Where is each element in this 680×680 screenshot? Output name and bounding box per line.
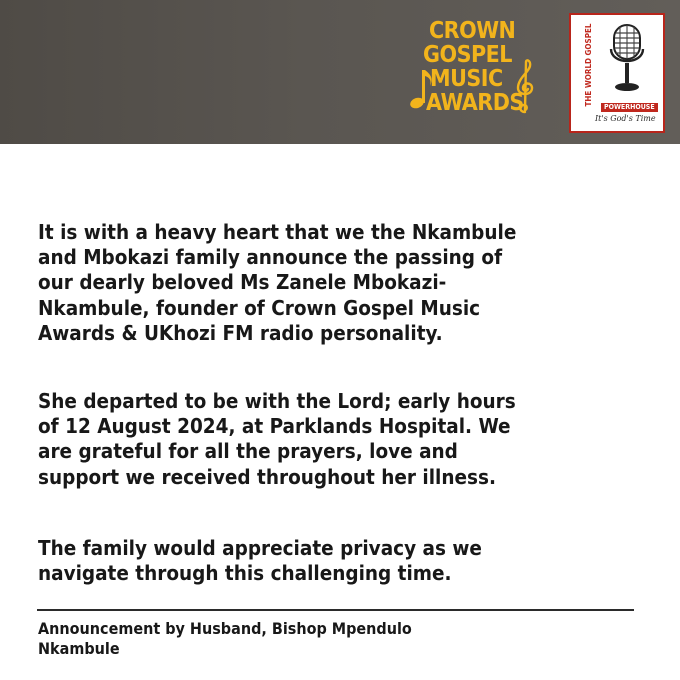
text-line: and Mbokazi family announce the passing of [38, 245, 503, 270]
crown-gospel-music-awards-logo [407, 14, 547, 132]
header-banner [0, 0, 680, 144]
text-line: support we received throughout her illness. [38, 464, 496, 489]
text-line: Nkambule, founder of Crown Gospel Music [38, 295, 481, 320]
text-line: Awards & UKhozi FM radio personality. [38, 320, 443, 345]
divider [37, 609, 634, 611]
text-line: our dearly beloved Ms Zanele Mbokazi- [38, 270, 447, 295]
logo-line-awards: AWARDS [426, 90, 524, 116]
logo-line-crown: CROWN [429, 18, 516, 44]
announcement-paragraph-3 [38, 536, 648, 586]
text-line: She departed to be with the Lord; early hours [38, 389, 516, 413]
logo-vertical-text: THE WORLD GOSPEL [584, 23, 593, 107]
treble-clef-icon [515, 58, 535, 114]
announcement-paragraph-2 [38, 389, 648, 490]
logo-tagline: It's God's Time [595, 114, 656, 123]
credit-line: Nkambule [38, 638, 120, 658]
text-line: The family would appreciate privacy as we [38, 536, 482, 560]
logo-line-gospel: GOSPEL [423, 42, 512, 68]
announcement-paragraph-1 [38, 220, 648, 346]
microphone-icon [603, 21, 651, 101]
text-line: of 12 August 2024, at Parklands Hospital. We [38, 414, 511, 439]
text-line: It is with a heavy heart that we the Nkambule [38, 220, 517, 244]
text-line: navigate through this challenging time. [38, 561, 452, 586]
credit-line: Announcement by Husband, Bishop Mpendulo [38, 619, 412, 638]
gospel-powerhouse-logo [569, 13, 665, 133]
text-line: are grateful for all the prayers, love and [38, 439, 458, 464]
powerhouse-label: POWERHOUSE [601, 103, 658, 112]
logo-line-music: MUSIC [430, 66, 503, 92]
announcement-credit [38, 619, 412, 658]
